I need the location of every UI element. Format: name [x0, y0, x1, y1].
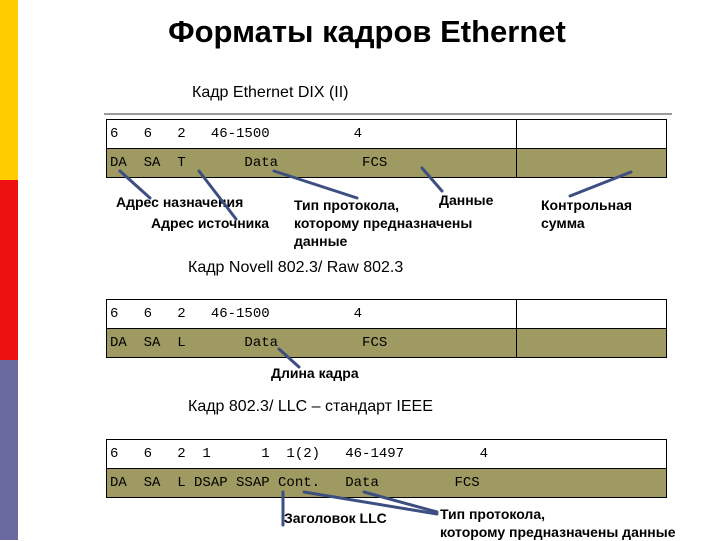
novell-fields: DA SA L Data FCS	[107, 329, 517, 358]
novell-caption: Кадр Novell 802.3/ Raw 802.3	[188, 259, 404, 276]
dix-fields: DA SA T Data FCS	[107, 149, 517, 178]
dix-caption: Кадр Ethernet DIX (II)	[192, 84, 349, 101]
novell-sizes: 6 6 2 46-1500 4	[107, 300, 517, 329]
leader-line	[199, 171, 236, 219]
leader-line	[422, 168, 442, 191]
dest-address-label: Адрес назначения	[116, 194, 244, 210]
frame-length-label: Длина кадра	[271, 365, 359, 381]
llc-sizes: 6 6 2 1 1 1(2) 46-1497 4	[107, 440, 667, 469]
source-address-label: Адрес источника	[151, 215, 270, 231]
data-label: Данные	[439, 192, 494, 208]
leader-line	[274, 171, 357, 198]
dix-sizes: 6 6 2 46-1500 4	[107, 120, 517, 149]
llc-protocol-type-label: Тип протокола, которому предназначены данные	[440, 506, 676, 540]
llc-fields: DA SA L DSAP SSAP Cont. Data FCS	[107, 469, 667, 498]
page-title: Форматы кадров Ethernet	[168, 14, 566, 49]
leader-line	[279, 349, 299, 367]
checksum-label: Контрольная сумма	[541, 197, 633, 231]
llc-header-label: Заголовок LLC	[284, 510, 387, 526]
llc-caption: Кадр 802.3/ LLC – стандарт IEEE	[188, 398, 433, 415]
leader-line	[570, 172, 631, 196]
leader-line	[120, 171, 150, 198]
dix-protocol-type-label: Тип протокола, которому предназначены данные	[294, 197, 473, 249]
